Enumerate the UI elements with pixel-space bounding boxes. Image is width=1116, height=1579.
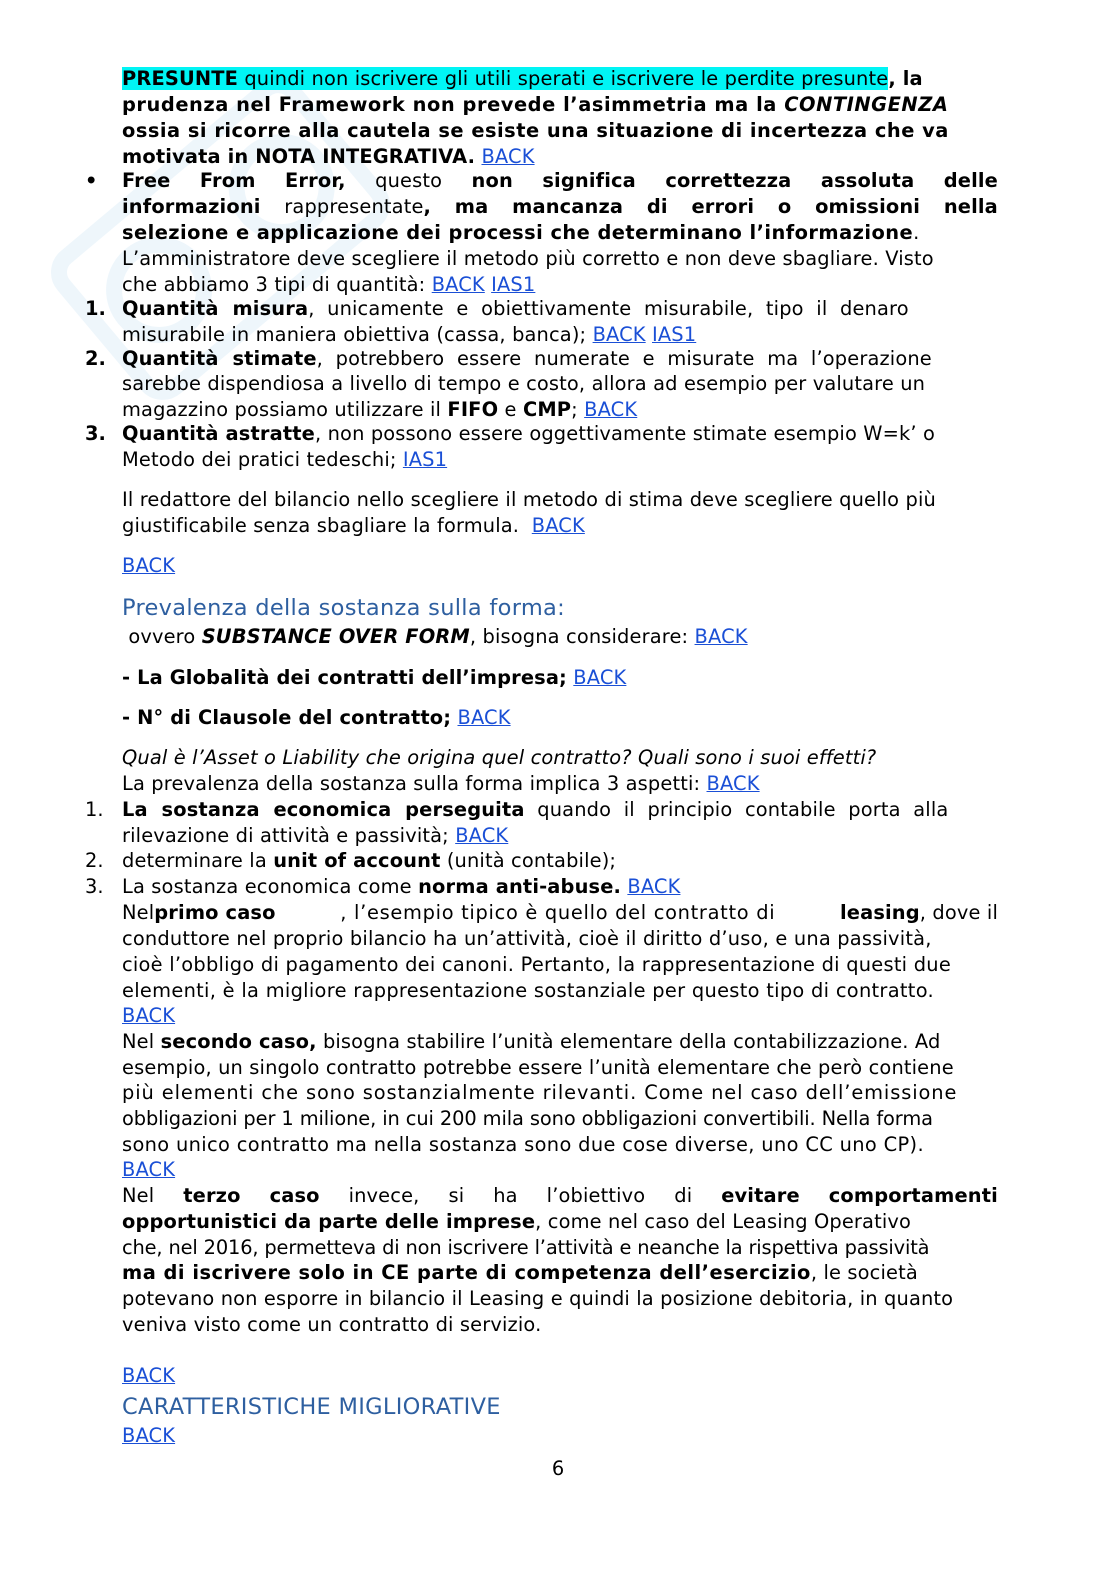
list-marker: 1.	[85, 798, 104, 821]
text-line: conduttore nel proprio bilancio ha un’attività, cioè il diritto d’uso, e una passività,	[122, 927, 932, 950]
text-line: rilevazione di attività e passività; BACK	[122, 824, 509, 847]
list-item: La sostanza economica come norma anti-abuse. BACK	[122, 875, 681, 898]
ias1-link[interactable]: IAS1	[652, 323, 697, 346]
ias1-link[interactable]: IAS1	[402, 448, 448, 471]
list-marker: 2.	[85, 849, 104, 872]
text-line: Qual è l’Asset o Liability che origina quel contratto? Quali sono i suoi effetti?	[122, 746, 877, 769]
list-item: Quantità stimate, potrebbero essere numerate e misurate ma l’operazione	[122, 347, 932, 370]
text-line: motivata in NOTA INTEGRATIVA. BACK	[122, 145, 535, 168]
list-item: Quantità astratte, non possono essere oggettivamente stimate esempio W=k’ o	[122, 422, 936, 445]
text-line: - N° di Clausole del contratto; BACK	[122, 706, 511, 729]
text-line: opportunistici da parte delle imprese, come nel caso del Leasing Operativo	[122, 1210, 911, 1233]
back-link[interactable]: BACK	[457, 706, 511, 729]
text-line: Nel primo caso , l’esempio tipico è quello del contratto di leasing , dove il	[122, 901, 998, 924]
text-line: potevano non esporre in bilancio il Leasing e quindi la posizione debitoria, in quanto	[122, 1287, 954, 1310]
text-line: L’amministratore deve scegliere il metodo più corretto e non deve sbagliare. Visto	[122, 247, 934, 270]
text-line: sono unico contratto ma nella sostanza sono due cose diverse, uno CC uno CP).	[122, 1133, 924, 1156]
text-line: veniva visto come un contratto di servizio.	[122, 1313, 542, 1336]
back-link[interactable]: BACK	[592, 323, 646, 346]
text-line: ossia si ricorre alla cautela se esiste una situazione di incertezza che va	[122, 119, 949, 142]
text-line: giustificabile senza sbagliare la formula. BACK	[122, 514, 585, 537]
text-line: ma di iscrivere solo in CE parte di competenza dell’esercizio, le società	[122, 1261, 918, 1284]
back-link[interactable]: BACK	[122, 1158, 176, 1181]
text-line: obbligazioni per 1 milione, in cui 200 mila sono obbligazioni convertibili. Nella forma	[122, 1107, 933, 1130]
ias1-link[interactable]: IAS1	[491, 273, 536, 296]
back-link[interactable]: BACK	[627, 875, 681, 898]
back-link[interactable]: BACK	[122, 1364, 176, 1387]
back-link[interactable]: BACK	[122, 1004, 176, 1027]
text-line: Nel secondo caso, bisogna stabilire l’unità elementare della contabilizzazione. Ad	[122, 1030, 941, 1053]
text-line: prudenza nel Framework non prevede l’asimmetria ma la CONTINGENZA	[122, 93, 949, 116]
text-line: magazzino possiamo utilizzare il FIFO e CMP; BACK	[122, 398, 638, 421]
text-line: Free From Error, questo non significa correttezza assoluta delle	[122, 169, 998, 192]
text-line: ovvero SUBSTANCE OVER FORM, bisogna considerare: BACK	[122, 625, 748, 648]
text-line: Metodo dei pratici tedeschi; IAS1	[122, 448, 448, 471]
text-line	[122, 1003, 998, 1029]
back-link[interactable]: BACK	[455, 824, 509, 847]
section-heading: CARATTERISTICHE MIGLIORATIVE	[122, 1394, 501, 1420]
text-line	[122, 1423, 998, 1449]
text-line	[122, 1363, 998, 1389]
text-line: sarebbe dispendiosa a livello di tempo e costo, allora ad esempio per valutare un	[122, 372, 926, 395]
text-line: cioè l’obbligo di pagamento dei canoni. Pertanto, la rappresentazione di questi due	[122, 953, 952, 976]
list-item: La sostanza economica perseguita quando il principio contabile porta alla	[122, 798, 949, 821]
list-marker: 1.	[85, 297, 106, 320]
text-line: PRESUNTE quindi non iscrivere gli utili sperati e iscrivere le perdite presunte, la	[122, 67, 923, 90]
back-link[interactable]: BACK	[706, 772, 760, 795]
list-marker: 3.	[85, 422, 106, 445]
text-line: Il redattore del bilancio nello scegliere il metodo di stima deve scegliere quello più	[122, 488, 936, 511]
back-link[interactable]: BACK	[573, 666, 627, 689]
text-line: Nel terzo caso invece, si ha l’obiettivo di evitare comportamenti	[122, 1184, 998, 1207]
text-line: più elementi che sono sostanzialmente rilevanti. Come nel caso dell’emissione	[122, 1081, 958, 1104]
back-link[interactable]: BACK	[694, 625, 748, 648]
text-line: - La Globalità dei contratti dell’impresa; BACK	[122, 666, 627, 689]
back-link[interactable]: BACK	[122, 1424, 176, 1447]
text-line: selezione e applicazione dei processi che determinano l’informazione.	[122, 221, 920, 244]
text-line: che, nel 2016, permetteva di non iscrivere l’attività e neanche la rispettiva passività	[122, 1236, 930, 1259]
back-link[interactable]: BACK	[481, 145, 535, 168]
text-line	[122, 553, 998, 579]
list-marker: 2.	[85, 347, 106, 370]
back-link[interactable]: BACK	[122, 554, 176, 577]
back-link[interactable]: BACK	[584, 398, 638, 421]
text-line: informazioni rappresentate, ma mancanza di errori o omissioni nella	[122, 195, 998, 218]
highlight-text: PRESUNTE	[122, 67, 239, 90]
list-item: Quantità misura, unicamente e obiettivamente misurabile, tipo il denaro	[122, 297, 909, 320]
highlight-text: quindi non iscrivere gli utili sperati e iscrivere le perdite presunte	[238, 67, 889, 90]
text-line	[122, 1157, 998, 1183]
section-heading: Prevalenza della sostanza sulla forma:	[122, 595, 566, 621]
text-line: elementi, è la migliore rappresentazione sostanziale per questo tipo di contratto.	[122, 979, 934, 1002]
text-line: esempio, un singolo contratto potrebbe essere l’unità elementare che però contiene	[122, 1056, 954, 1079]
text-line: che abbiamo 3 tipi di quantità: BACK IAS1	[122, 273, 536, 296]
back-link[interactable]: BACK	[431, 273, 485, 296]
list-marker: 3.	[85, 875, 104, 898]
text-line: misurabile in maniera obiettiva (cassa, banca); BACK IAS1	[122, 323, 697, 346]
text-line: La prevalenza della sostanza sulla forma implica 3 aspetti: BACK	[122, 772, 760, 795]
list-item: determinare la unit of account (unità contabile);	[122, 849, 617, 872]
bullet-marker: •	[85, 169, 98, 192]
page-number: 6	[551, 1457, 565, 1480]
back-link[interactable]: BACK	[531, 514, 585, 537]
